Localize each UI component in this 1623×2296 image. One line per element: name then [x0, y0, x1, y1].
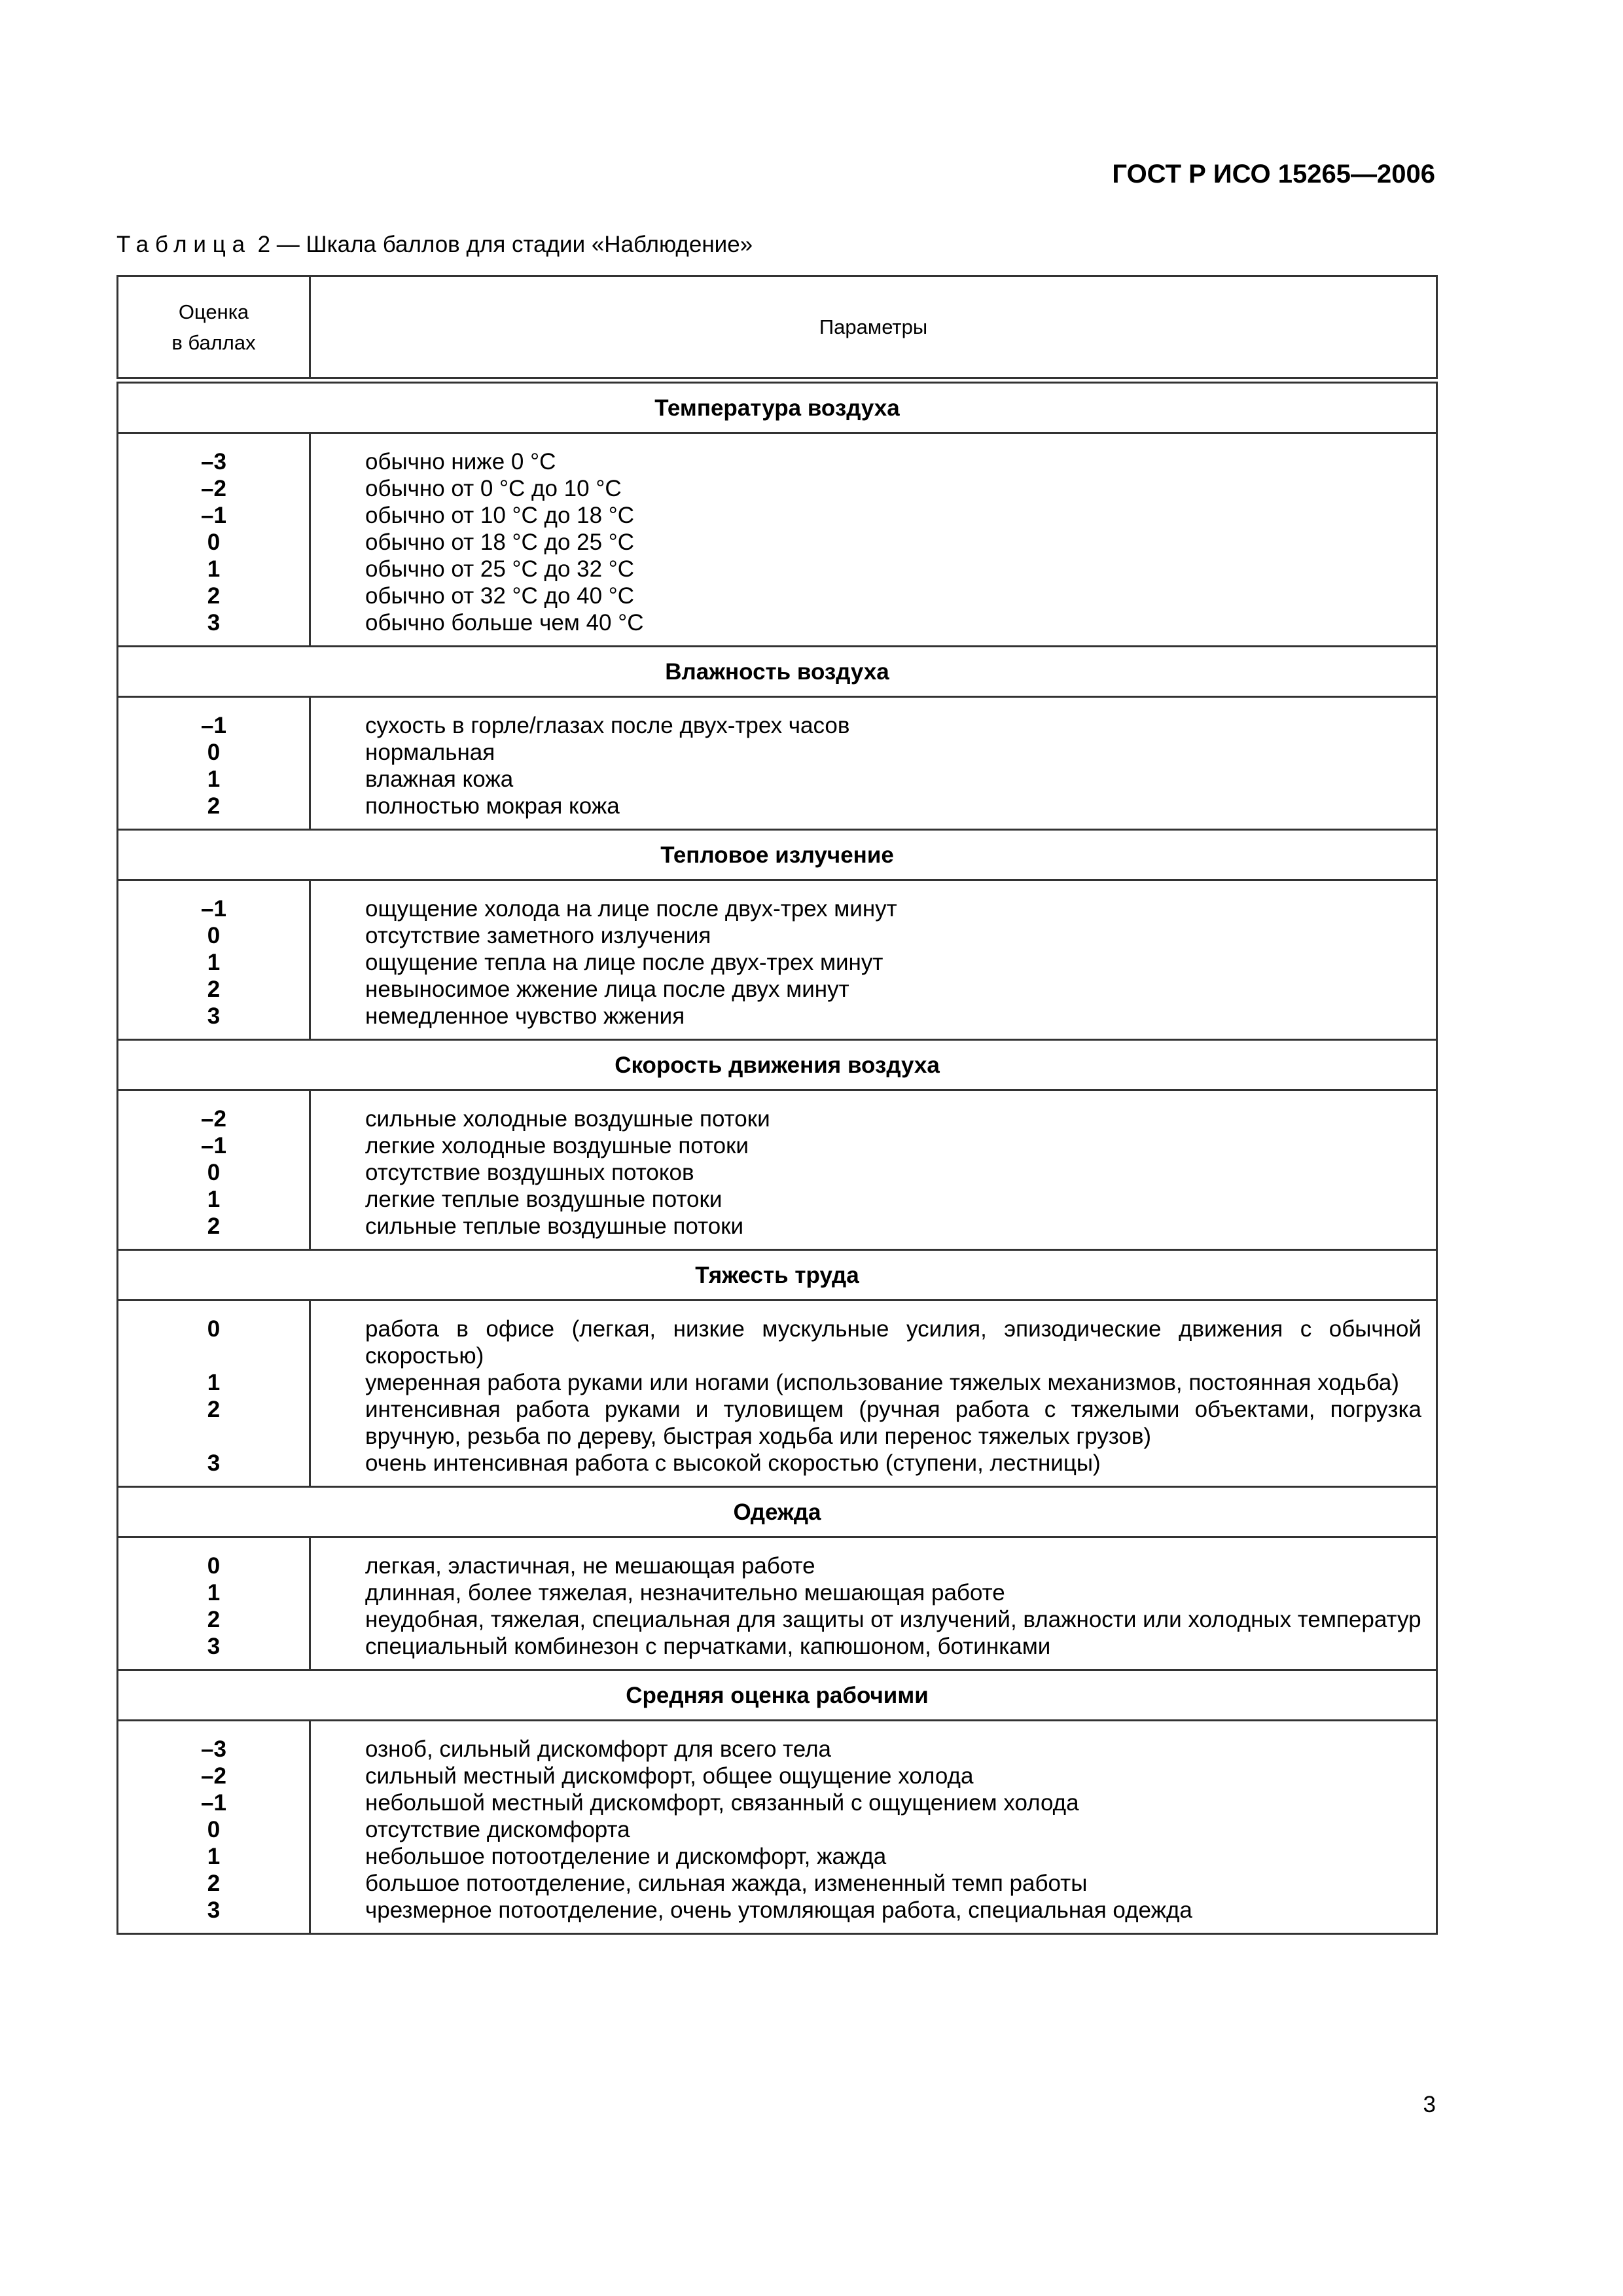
score-value: 2: [207, 1871, 221, 1896]
section-title: Тепловое излучение: [118, 830, 1437, 880]
param-text: сухость в горле/глазах после двух-трех часов: [365, 713, 850, 738]
table-header-row: [118, 276, 1437, 381]
param-text: сильный местный дискомфорт, общее ощущение холода: [365, 1763, 974, 1789]
score-value: 3: [207, 1003, 221, 1029]
score-value: 2: [207, 977, 221, 1002]
score-value: 1: [207, 950, 221, 975]
score-value: 1: [207, 766, 221, 792]
section-body-row: [118, 697, 1437, 830]
standard-designation: ГОСТ Р ИСО 15265—2006: [1112, 160, 1435, 188]
score-table: [116, 275, 1438, 1935]
param-text: небольшой местный дискомфорт, связанный с ощущением холода: [365, 1790, 1079, 1816]
score-value: 3: [207, 610, 221, 636]
page-number: 3: [1423, 2092, 1436, 2117]
section-body-row: [118, 433, 1437, 647]
table-caption: [116, 232, 753, 258]
param-text: озноб, сильный дискомфорт для всего тела: [365, 1736, 831, 1762]
section-title: Скорость движения воздуха: [118, 1040, 1437, 1090]
param-text: обычно от 0 °С до 10 °С: [365, 476, 622, 501]
score-value: 2: [207, 1397, 221, 1422]
section-header-row: [118, 1487, 1437, 1537]
section-body-row: [118, 1300, 1437, 1487]
score-value: 2: [207, 1607, 221, 1632]
param-text: обычно от 25 °С до 32 °С: [365, 556, 635, 582]
score-value: –3: [201, 1736, 226, 1762]
param-text: очень интенсивная работа с высокой скоростью (ступени, лестницы): [365, 1450, 1101, 1476]
param-text: отсутствие заметного излучения: [365, 923, 711, 948]
param-text: ощущение холода на лице после двух-трех минут: [365, 896, 897, 922]
score-value: –1: [201, 503, 226, 528]
table-caption-title: — Шкала баллов для стадии «Наблюдение»: [276, 232, 753, 257]
score-value: –2: [201, 1763, 226, 1789]
score-value: 1: [207, 1187, 221, 1212]
section-title: Одежда: [118, 1487, 1437, 1537]
param-text: влажная кожа: [365, 766, 514, 792]
params-cell: [310, 1721, 1437, 1934]
param-text: чрезмерное потоотделение, очень утомляющая работа, специальная одежда: [365, 1897, 1192, 1923]
scores-cell: [118, 1090, 310, 1250]
params-cell: [310, 880, 1437, 1040]
scores-cell: [118, 697, 310, 830]
param-text: немедленное чувство жжения: [365, 1003, 685, 1029]
score-value: 1: [207, 1370, 221, 1395]
score-value: 0: [207, 1553, 221, 1579]
param-text: невыносимое жжение лица после двух минут: [365, 977, 849, 1002]
section-header-row: [118, 380, 1437, 433]
score-value: –1: [201, 1790, 226, 1816]
params-cell: [310, 697, 1437, 830]
score-value: –3: [201, 449, 226, 475]
score-value: 0: [207, 1160, 221, 1185]
section-body-row: [118, 1537, 1437, 1670]
scores-cell: [118, 1300, 310, 1487]
params-cell: [310, 1090, 1437, 1250]
param-text: обычно от 10 °С до 18 °С: [365, 503, 635, 528]
section-body-row: [118, 1721, 1437, 1934]
param-text: сильные теплые воздушные потоки: [365, 1213, 744, 1239]
score-value: 1: [207, 556, 221, 582]
param-text: полностью мокрая кожа: [365, 793, 620, 819]
param-text: неудобная, тяжелая, специальная для защиты от излучений, влажности или холодных температур: [365, 1607, 1421, 1632]
score-column-header-line2: в баллах: [171, 331, 256, 354]
section-header-row: [118, 830, 1437, 880]
section-header-row: [118, 1040, 1437, 1090]
score-value: –1: [201, 713, 226, 738]
param-text: легкие холодные воздушные потоки: [365, 1133, 749, 1158]
param-text: небольшое потоотделение и дискомфорт, жажда: [365, 1844, 887, 1869]
param-text: работа в офисе (легкая, низкие мускульные усилия, эпизодические движения с обычной скоростью): [365, 1316, 1421, 1369]
param-text: длинная, более тяжелая, незначительно мешающая работе: [365, 1580, 1005, 1605]
params-cell: [310, 433, 1437, 647]
table-body: [118, 380, 1437, 1934]
section-title: Средняя оценка рабочими: [118, 1670, 1437, 1721]
score-value: 0: [207, 1817, 221, 1842]
param-text: обычно от 18 °С до 25 °С: [365, 529, 635, 555]
section-header-row: [118, 1250, 1437, 1300]
section-body-row: [118, 1090, 1437, 1250]
param-text: большое потоотделение, сильная жажда, измененный темп работы: [365, 1871, 1088, 1896]
scores-cell: [118, 433, 310, 647]
param-text: ощущение тепла на лице после двух-трех минут: [365, 950, 883, 975]
param-text: специальный комбинезон с перчатками, капюшоном, ботинками: [365, 1634, 1051, 1659]
score-value: 2: [207, 793, 221, 819]
params-cell: [310, 1300, 1437, 1487]
table-caption-number: 2: [257, 232, 271, 257]
score-value: 1: [207, 1580, 221, 1605]
score-value: 2: [207, 1213, 221, 1239]
param-text: отсутствие воздушных потоков: [365, 1160, 694, 1185]
score-value: –1: [201, 896, 226, 922]
param-text: обычно больше чем 40 °С: [365, 610, 644, 636]
score-value: 0: [207, 740, 221, 765]
param-text: легкие теплые воздушные потоки: [365, 1187, 722, 1212]
scores-cell: [118, 1721, 310, 1934]
params-column-header: Параметры: [310, 276, 1437, 381]
score-value: 0: [207, 529, 221, 555]
score-value: 2: [207, 583, 221, 609]
scores-cell: [118, 880, 310, 1040]
section-body-row: [118, 880, 1437, 1040]
score-value: 1: [207, 1844, 221, 1869]
param-text: отсутствие дискомфорта: [365, 1817, 630, 1842]
score-value: –2: [201, 1106, 226, 1132]
scores-cell: [118, 1537, 310, 1670]
section-title: Температура воздуха: [118, 380, 1437, 433]
score-value: 3: [207, 1634, 221, 1659]
score-column-header-line1: Оценка: [178, 300, 249, 323]
score-value: 3: [207, 1450, 221, 1476]
param-text: сильные холодные воздушные потоки: [365, 1106, 770, 1132]
table-caption-label: Таблица: [116, 232, 251, 257]
section-header-row: [118, 1670, 1437, 1721]
param-text: нормальная: [365, 740, 495, 765]
score-value: –2: [201, 476, 226, 501]
param-text: обычно от 32 °С до 40 °С: [365, 583, 635, 609]
score-column-header: [118, 276, 310, 381]
score-value: 0: [207, 1316, 221, 1342]
param-text: легкая, эластичная, не мешающая работе: [365, 1553, 815, 1579]
score-value: –1: [201, 1133, 226, 1158]
section-title: Тяжесть труда: [118, 1250, 1437, 1300]
param-text: умеренная работа руками или ногами (использование тяжелых механизмов, постоянная ходьба): [365, 1370, 1399, 1395]
score-value: 3: [207, 1897, 221, 1923]
score-value: 0: [207, 923, 221, 948]
param-text: обычно ниже 0 °С: [365, 449, 556, 475]
section-header-row: [118, 647, 1437, 697]
param-text: интенсивная работа руками и туловищем (ручная работа с тяжелыми объектами, погрузка вручную, резьба по дереву, быстрая ходьба или перенос тяжелых грузов): [365, 1397, 1421, 1449]
section-title: Влажность воздуха: [118, 647, 1437, 697]
params-cell: [310, 1537, 1437, 1670]
